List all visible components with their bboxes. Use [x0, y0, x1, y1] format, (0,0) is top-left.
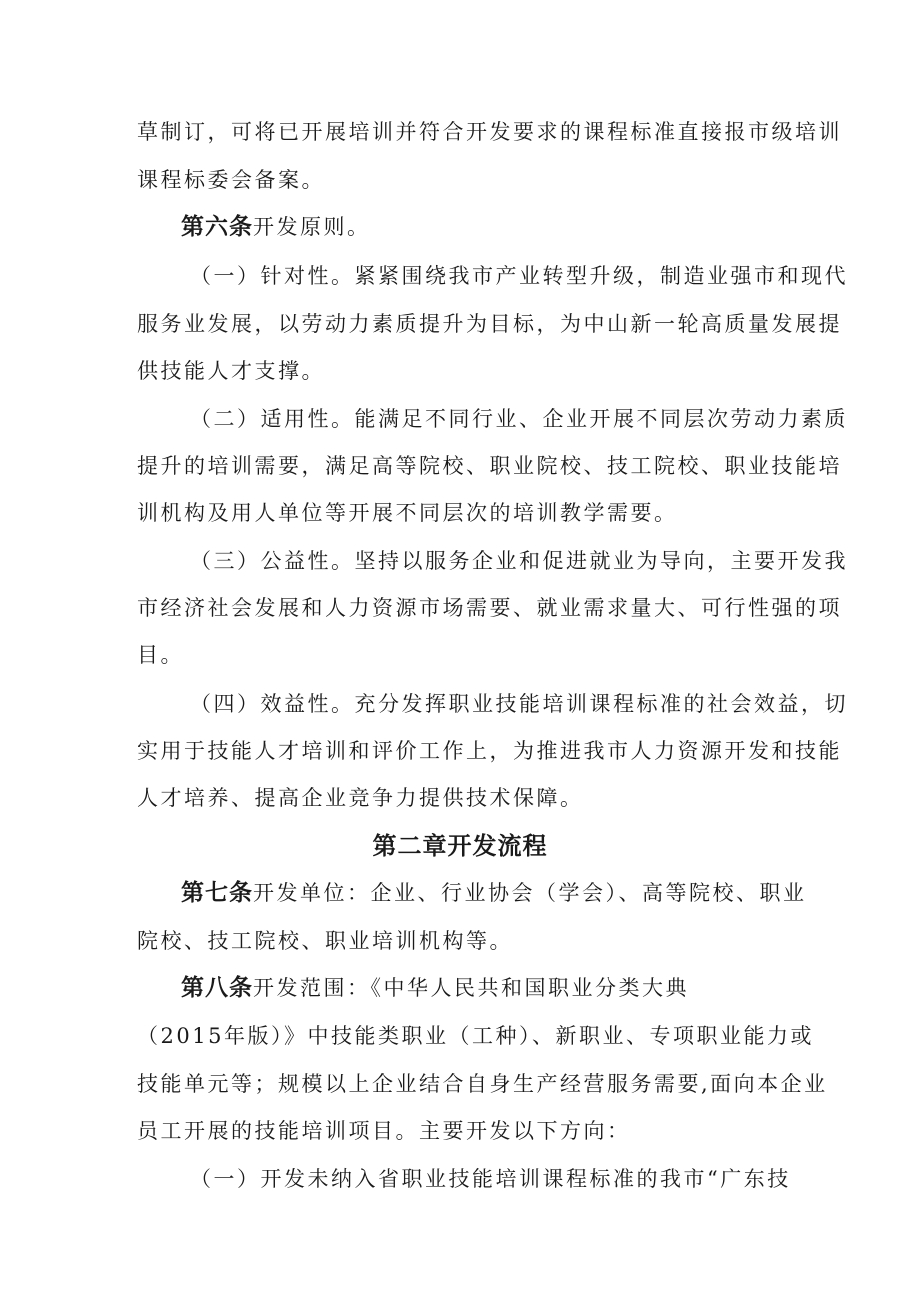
- text-line: 供技能人才支撑。: [137, 359, 325, 383]
- text-line: （三）公益性。坚持以服务企业和促进就业为导向，主要开发我: [190, 549, 848, 573]
- text-line: 训机构及用人单位等开展不同层次的培训教学需要。: [137, 501, 678, 525]
- text-line: （2015年版）》中技能类职业（工种）、新职业、专项职业能力或: [137, 1024, 814, 1048]
- text-line: 草制订，可将已开展培训并符合开发要求的课程标准直接报市级培训: [137, 120, 842, 144]
- chapter-heading: 第二章开发流程: [372, 832, 548, 860]
- article-label: 第八条: [181, 975, 253, 1001]
- article-8: [181, 974, 689, 1002]
- article-text: 开发单位：企业、行业协会（学会）、高等院校、职业: [253, 881, 807, 905]
- text-line: 市经济社会发展和人力资源市场需要、就业需求量大、可行性强的项: [137, 596, 842, 620]
- text-line: 服务业发展，以劳动力素质提升为目标，为中山新一轮高质量发展提: [137, 312, 842, 336]
- text-line: （一）开发未纳入省职业技能培训课程标准的我市“广东技: [190, 1167, 791, 1191]
- article-text: 开发范围：《中华人民共和国职业分类大典: [253, 976, 689, 1000]
- article-text: 开发原则。: [253, 215, 371, 239]
- text-line: （二）适用性。能满足不同行业、企业开展不同层次劳动力素质: [190, 407, 848, 431]
- text-line: 提升的培训需要，满足高等院校、职业院校、技工院校、职业技能培: [137, 454, 842, 478]
- text-line: 技能单元等；规模以上企业结合自身生产经营服务需要,面向本企业: [137, 1072, 828, 1096]
- article-6: [181, 213, 371, 241]
- text-line: （一）针对性。紧紧围绕我市产业转型升级，制造业强市和现代: [190, 264, 848, 288]
- text-line: 课程标委会备案。: [137, 168, 325, 192]
- article-label: 第六条: [181, 214, 253, 240]
- text-line: （四）效益性。充分发挥职业技能培训课程标准的社会效益，切: [190, 692, 848, 716]
- text-line: 员工开展的技能培训项目。主要开发以下方向：: [137, 1119, 631, 1143]
- article-7: [181, 879, 807, 907]
- text-line: 目。: [137, 643, 184, 667]
- text-line: 人才培养、提高企业竞争力提供技术保障。: [137, 786, 584, 810]
- text-line: 实用于技能人才培训和评价工作上，为推进我市人力资源开发和技能: [137, 739, 842, 763]
- article-label: 第七条: [181, 880, 253, 906]
- text-line: 院校、技工院校、职业培训机构等。: [137, 929, 513, 953]
